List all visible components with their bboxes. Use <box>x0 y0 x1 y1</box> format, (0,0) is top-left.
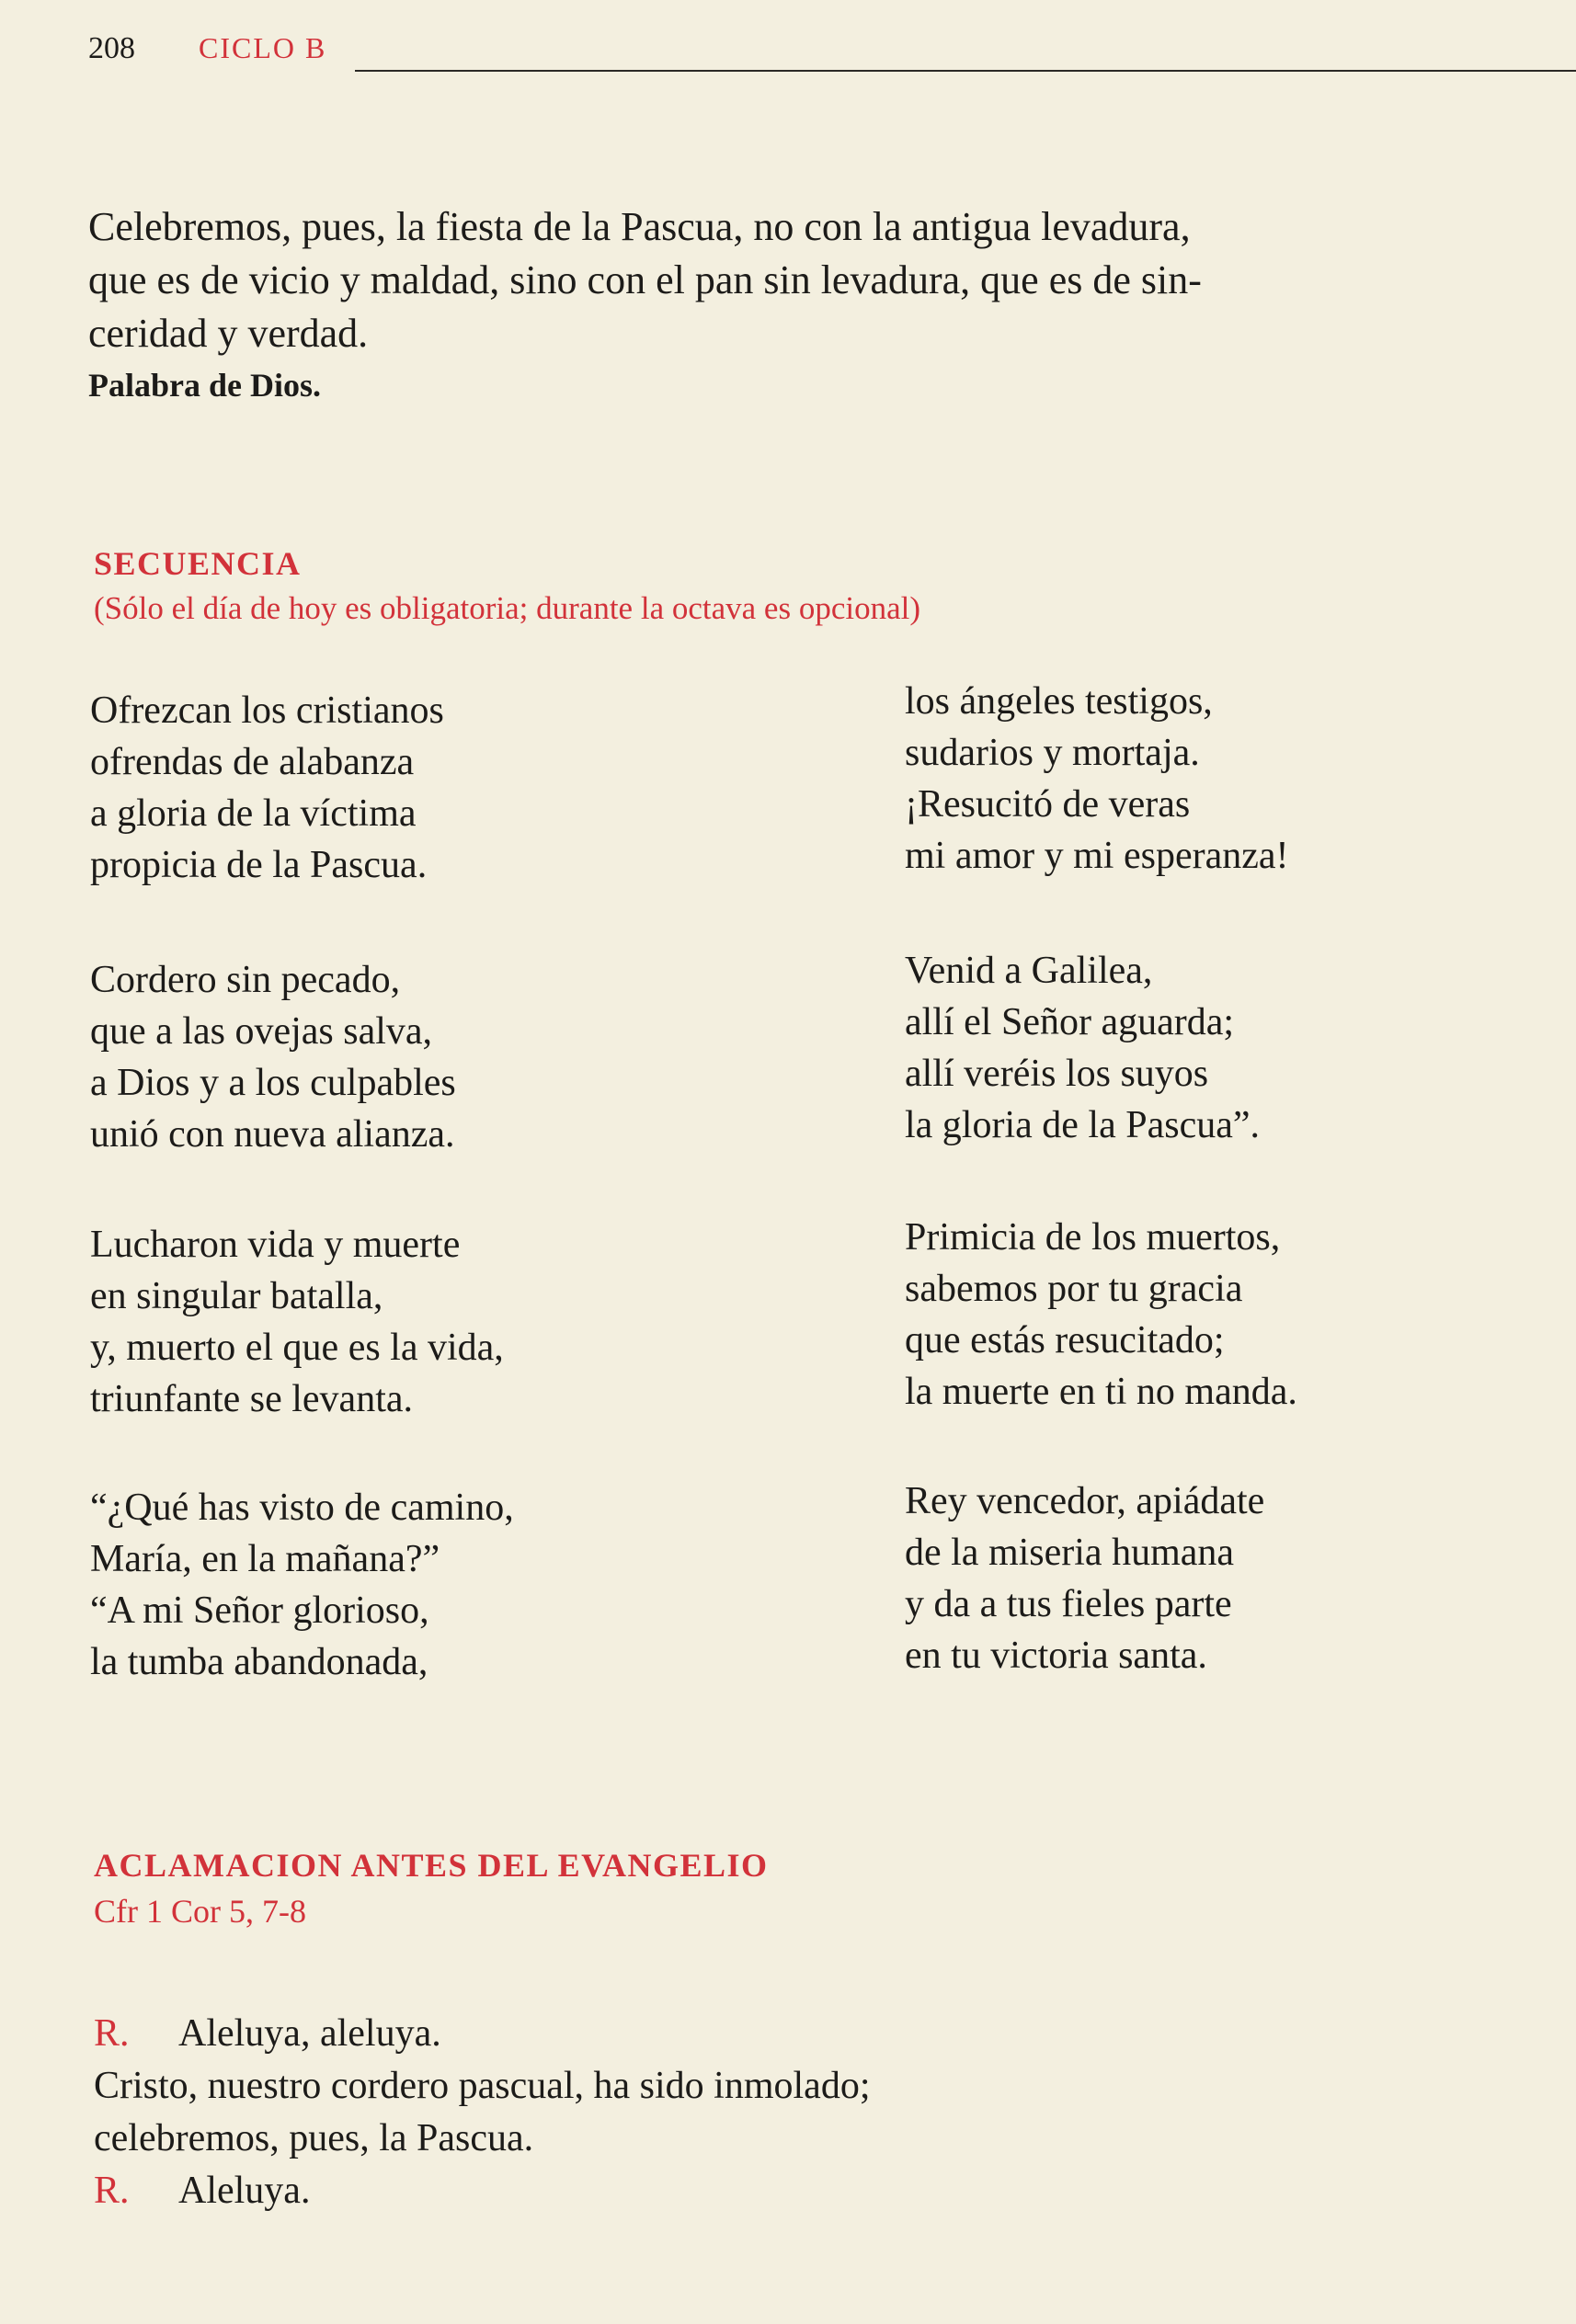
aclamacion-heading: ACLAMACION ANTES DEL EVANGELIO <box>94 1847 769 1884</box>
left-stanza-2 <box>90 954 456 1160</box>
response-line <box>94 2008 871 2060</box>
left-stanza-1 <box>90 685 444 891</box>
verse-line: que a las ovejas salva, <box>90 1010 433 1053</box>
verse-line: en singular batalla, <box>90 1275 383 1317</box>
verse-line: Ofrezcan los cristianos <box>90 689 444 732</box>
verse-line: Cristo, nuestro cordero pascual, ha sido inmolado; <box>94 2065 871 2107</box>
reading-line: ceridad y verdad. <box>88 311 369 356</box>
verse-line: a gloria de la víctima <box>90 792 417 835</box>
verse-line: “A mi Señor glorioso, <box>90 1589 429 1632</box>
verse-line: que estás resucitado; <box>905 1319 1225 1361</box>
reading-line: que es de vicio y maldad, sino con el pan sin levadura, que es de sin- <box>88 257 1202 302</box>
verse-line: ofrendas de alabanza <box>90 741 415 783</box>
response-marker: R. <box>94 2170 130 2212</box>
verse-line: en tu victoria santa. <box>905 1635 1207 1677</box>
verse-line: triunfante se levanta. <box>90 1378 414 1420</box>
verse-line: ¡Resucitó de veras <box>905 783 1191 826</box>
page-number: 208 <box>88 31 135 65</box>
verse-line: María, en la mañana?” <box>90 1538 440 1580</box>
verse-line: propicia de la Pascua. <box>90 844 428 886</box>
right-stanza-1 <box>905 676 1289 882</box>
verse-line: los ángeles testigos, <box>905 680 1213 723</box>
verse-line: Rey vencedor, apiádate <box>905 1480 1265 1522</box>
verse-line: celebremos, pues, la Pascua. <box>94 2117 534 2159</box>
left-stanza-4 <box>90 1482 514 1688</box>
reading-conclusion <box>88 200 1504 360</box>
verse-line: y, muerto el que es la vida, <box>90 1327 504 1369</box>
verse-line: a Dios y a los culpables <box>90 1062 456 1104</box>
verse-line: sudarios y mortaja. <box>905 732 1200 774</box>
left-stanza-3 <box>90 1219 504 1425</box>
right-stanza-3 <box>905 1212 1297 1418</box>
verse-line: mi amor y mi esperanza! <box>905 835 1289 877</box>
reading-line: Celebremos, pues, la fiesta de la Pascua, no con la antigua levadura, <box>88 204 1191 249</box>
aclamacion-text <box>94 2008 871 2217</box>
page-header <box>88 31 1499 74</box>
verse-line: de la miseria humana <box>905 1532 1235 1574</box>
verse-line: allí veréis los suyos <box>905 1053 1209 1095</box>
right-stanza-2 <box>905 945 1260 1151</box>
secuencia-heading: SECUENCIA <box>94 545 302 582</box>
verse-line: la gloria de la Pascua”. <box>905 1104 1260 1146</box>
header-rule <box>355 70 1576 72</box>
verse-line: y da a tus fieles parte <box>905 1583 1232 1625</box>
response-text: Aleluya, aleluya. <box>178 2012 441 2055</box>
response-line <box>94 2165 871 2217</box>
secuencia-note: (Sólo el día de hoy es obligatoria; durante la octava es opcional) <box>94 590 921 626</box>
verse-line: Venid a Galilea, <box>905 950 1153 992</box>
verse-line: la muerte en ti no manda. <box>905 1371 1297 1413</box>
right-stanza-4 <box>905 1475 1264 1681</box>
verse-line: la tumba abandonada, <box>90 1641 428 1683</box>
running-head: CICLO B <box>199 31 327 64</box>
response-text: Aleluya. <box>178 2170 311 2212</box>
verse-line: “¿Qué has visto de camino, <box>90 1487 514 1529</box>
response-marker: R. <box>94 2012 130 2055</box>
palabra-de-dios: Palabra de Dios. <box>88 367 322 404</box>
verse-line: Primicia de los muertos, <box>905 1216 1281 1259</box>
aclamacion-reference: Cfr 1 Cor 5, 7-8 <box>94 1893 306 1930</box>
verse-line: sabemos por tu gracia <box>905 1268 1243 1310</box>
verse-line: allí el Señor aguarda; <box>905 1001 1235 1043</box>
verse-line: unió con nueva alianza. <box>90 1113 455 1156</box>
verse-line: Cordero sin pecado, <box>90 959 401 1001</box>
verse-line: Lucharon vida y muerte <box>90 1224 461 1266</box>
